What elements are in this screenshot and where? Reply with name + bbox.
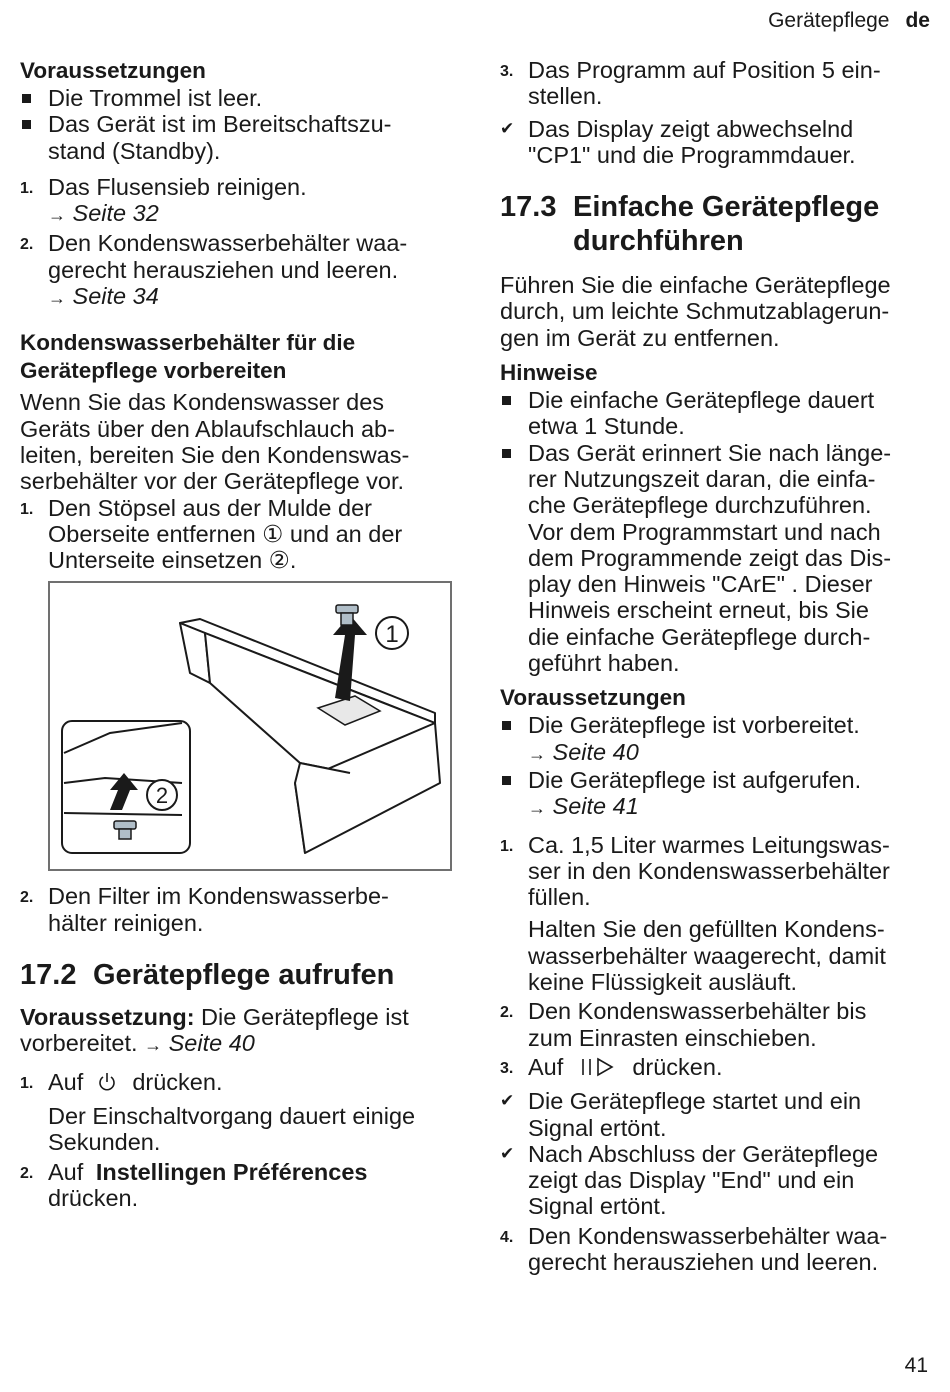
prerequisites-heading: Voraussetzungen <box>500 685 686 711</box>
result-text: Nach Abschluss der Gerätepflege zeigt das Display "End" und ein Signal ertönt. <box>528 1140 879 1220</box>
step-text: Auf <box>48 1068 84 1095</box>
step-number: 4. <box>500 1228 514 1246</box>
result-item <box>500 116 930 169</box>
prerequisites-list <box>20 85 450 164</box>
step-number: 1. <box>20 179 34 197</box>
steps-list <box>500 832 930 1083</box>
header-language: de <box>905 9 930 32</box>
result-text: Die Gerätepflege startet und ein Signal ertönt. <box>528 1088 862 1141</box>
page-reference-text: Seite 34 <box>72 283 159 310</box>
step-item <box>20 883 450 936</box>
page-reference-text: Seite 41 <box>552 793 639 820</box>
step-number: 3. <box>500 63 514 80</box>
page-reference-text: Seite 40 <box>552 738 639 765</box>
steps-list <box>500 1223 930 1276</box>
list-item <box>20 85 450 111</box>
requirement-text: Die Gerätepflege ist vorbereitet. <box>20 1004 409 1057</box>
step-text: Den Stöpsel aus der Mulde der Oberseite entfernen ① und an der Unterseite einsetzen ②. <box>48 494 403 574</box>
result-item <box>500 1088 930 1141</box>
step-number: 2. <box>20 1164 34 1182</box>
paragraph: Wenn Sie das Kondenswasser des Geräts über den Ablaufschlauch ab- leiten, bereiten Sie den Kondenswas- serbehälter vor der Gerätepflege vor. <box>20 389 410 495</box>
step-item <box>500 57 930 110</box>
step-text: drücken. <box>632 1053 723 1080</box>
step-text: Den Kondenswasserbehälter bis zum Einrasten einschieben. <box>528 998 867 1051</box>
list-item <box>500 387 930 440</box>
list-item-text: Die Gerätepflege ist aufgerufen. <box>528 766 862 793</box>
notes-heading: Hinweise <box>500 360 598 386</box>
list-item <box>500 767 930 822</box>
step-text: drücken. <box>132 1068 223 1095</box>
page-reference[interactable] <box>144 1030 255 1056</box>
intro-paragraph: Führen Sie die einfache Gerätepflege durch, um leichte Schmutzablagerun- gen im Gerät zu entfernen. <box>500 272 891 351</box>
step-detail: Der Einschaltvorgang dauert einige Sekunden. <box>48 1102 416 1156</box>
left-column <box>20 57 450 1211</box>
list-item <box>500 712 930 767</box>
step-text: Das Programm auf Position 5 ein- stellen. <box>528 57 881 110</box>
prerequisites-heading: Voraussetzungen <box>20 58 206 83</box>
step-number: 2. <box>500 1004 514 1022</box>
check-icon: ✔ <box>500 1143 515 1163</box>
step-number: 2. <box>20 889 34 907</box>
list-item-text: Das Gerät ist im Bereitschaftszu- stand (Standby). <box>48 111 392 164</box>
running-header <box>768 8 930 34</box>
step-item <box>20 495 450 574</box>
page-reference[interactable] <box>48 283 159 309</box>
list-item <box>500 440 930 677</box>
page-reference[interactable] <box>528 739 639 765</box>
result-text: Das Display zeigt abwechselnd "CP1" und die Programmdauer. <box>528 115 856 168</box>
arrow-icon: → <box>48 288 66 309</box>
step-item <box>500 832 930 996</box>
check-icon: ✔ <box>500 1091 515 1111</box>
callout-label-1: 1 <box>385 621 399 649</box>
result-item <box>500 1141 930 1220</box>
steps-list <box>20 883 450 936</box>
step-text: Auf <box>528 1053 564 1080</box>
page-reference[interactable] <box>528 793 639 819</box>
step-text: Den Kondenswasserbehälter waa- gerecht herausziehen und leeren. <box>48 230 408 283</box>
step-item <box>500 998 930 1051</box>
step-item <box>20 230 450 311</box>
steps-list <box>20 174 450 311</box>
page-reference[interactable] <box>48 200 159 226</box>
step-item <box>20 1159 450 1212</box>
list-item-text: Das Gerät erinnert Sie nach länge- rer Nutzungszeit daran, die einfa- che Gerätepflege durchzuführen. Vor dem Programmstart und nach dem Programmende zeigt das Dis- play den Hinweis "CArE" . Dieser Hinweis erscheint erneut, bis Sie die einfache Gerätepflege durch- geführt haben. <box>528 439 892 677</box>
right-column <box>500 57 930 1275</box>
section-title: Einfache Gerätepflege durchführen <box>573 191 880 258</box>
step-text: Den Kondenswasserbehälter waa- gerecht herausziehen und leeren. <box>528 1222 888 1275</box>
button-label: Instellingen Préférences <box>95 1158 368 1185</box>
header-section: Gerätepflege <box>768 9 890 32</box>
start-pause-icon <box>580 1056 616 1082</box>
step-item <box>20 174 450 229</box>
container-illustration <box>50 583 450 869</box>
arrow-icon: → <box>528 798 546 819</box>
arrow-icon: → <box>144 1035 163 1056</box>
requirement-paragraph <box>20 1004 450 1059</box>
step-number: 1. <box>20 500 34 518</box>
arrow-icon: → <box>48 205 66 226</box>
page-reference-text: Seite 32 <box>72 200 159 227</box>
steps-list <box>20 1069 450 1211</box>
list-item-text: Die Trommel ist leer. <box>48 85 263 111</box>
arrow-icon: → <box>528 743 546 764</box>
callout-label-2: 2 <box>155 783 169 809</box>
figure-condensate-container <box>48 581 452 871</box>
step-number: 1. <box>500 837 514 855</box>
section-heading-17-2 <box>20 958 450 992</box>
prerequisites-list <box>500 712 930 821</box>
step-number: 1. <box>20 1074 34 1092</box>
requirement-label: Voraussetzung: <box>20 1004 195 1031</box>
steps-list <box>500 57 930 110</box>
steps-list <box>20 495 450 574</box>
step-text: Das Flusensieb reinigen. <box>48 173 307 200</box>
step-text: Auf <box>48 1158 84 1185</box>
step-text: drücken. <box>48 1184 139 1211</box>
section-title: Gerätepflege aufrufen <box>93 959 395 992</box>
step-text: Den Filter im Kondenswasserbe- hälter reinigen. <box>48 883 389 936</box>
list-item-text: Die einfache Gerätepflege dauert etwa 1 Stunde. <box>528 387 875 440</box>
step-item <box>500 1054 930 1082</box>
step-item <box>500 1223 930 1276</box>
list-item-text: Die Gerätepflege ist vorbereitet. <box>528 712 860 739</box>
notes-list <box>500 387 930 676</box>
power-icon <box>98 1071 116 1097</box>
section-number: 17.3 <box>500 191 557 224</box>
check-icon: ✔ <box>500 118 515 138</box>
section-number: 17.2 <box>20 959 77 992</box>
section-heading-17-3 <box>500 190 930 258</box>
page-reference-text: Seite 40 <box>168 1030 255 1057</box>
list-item <box>20 111 450 164</box>
subsection-heading: Kondenswasserbehälter für die Gerätepflege vorbereiten <box>20 330 356 384</box>
step-item <box>20 1069 450 1156</box>
page-number: 41 <box>904 1354 928 1377</box>
step-number: 2. <box>20 236 34 254</box>
step-detail: Halten Sie den gefüllten Kondens- wasserbehälter waagerecht, damit keine Flüssigkeit ausläuft. <box>528 916 886 996</box>
step-text: Ca. 1,5 Liter warmes Leitungswas- ser in den Kondenswasserbehälter füllen. <box>528 831 890 911</box>
step-number: 3. <box>500 1059 514 1077</box>
